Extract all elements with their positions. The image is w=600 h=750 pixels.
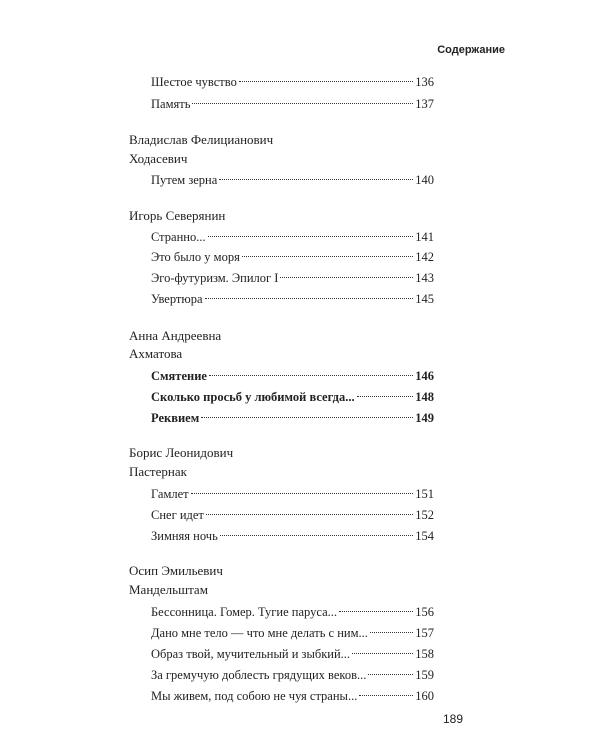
toc-leader-dots [192,103,413,104]
toc-entry [151,624,434,642]
author-name-line: Ходасевич [129,151,188,166]
toc-entry-title: Гамлет [151,487,189,501]
toc-leader-dots [209,375,413,376]
toc-entry [151,666,434,684]
toc-leader-dots [370,632,413,633]
toc-entry-page: 141 [415,230,434,244]
page-number: 189 [443,712,464,726]
toc-entry-page: 157 [415,626,434,640]
toc-entry-page: 156 [415,605,434,619]
toc-leader-dots [220,535,413,536]
toc-entry [151,171,434,189]
toc-leader-dots [201,417,413,418]
toc-entry-title: Путем зерна [151,173,218,187]
toc-entry-title: Память [151,97,191,111]
author-name-line: Борис Леонидович [129,445,234,460]
author-name-line: Владислав Фелицианович [129,132,274,147]
toc-leader-dots [205,298,414,299]
author-name-line: Игорь Северянин [129,208,226,223]
toc-entry-title: Это было у моря [151,250,240,264]
toc-entry-page: 145 [415,292,434,306]
toc-entry-page: 158 [415,647,434,661]
toc-leader-dots [242,256,413,257]
toc-leader-dots [357,396,414,397]
toc-entry [151,687,434,705]
author-name-line: Пастернак [129,464,187,479]
toc-leader-dots [280,277,413,278]
toc-entry-title: Эго-футуризм. Эпилог I [151,271,279,285]
toc-entry-title: Реквием [151,411,200,425]
toc-entry-title: Снег идет [151,508,204,522]
toc-entry [151,73,434,91]
toc-entry [151,506,434,524]
toc-entry-title: Странно... [151,230,206,244]
toc-entry-title: Увертюра [151,292,203,306]
toc-entry [151,485,434,503]
running-header: Содержание [437,44,505,56]
toc-leader-dots [368,674,413,675]
toc-entry [151,367,434,385]
toc-entry-page: 140 [415,173,434,187]
toc-entry [151,290,434,308]
toc-entry-page: 160 [415,689,434,703]
toc-entry-page: 137 [415,97,434,111]
toc-entry-page: 146 [415,369,434,383]
toc-entry [151,248,434,266]
toc-entry-page: 142 [415,250,434,264]
toc-leader-dots [339,611,413,612]
toc-leader-dots [359,695,413,696]
toc-entry [151,645,434,663]
toc-entry [151,527,434,545]
toc-entry-page: 143 [415,271,434,285]
toc-entry-page: 154 [415,529,434,543]
toc-entry-title: Дано мне тело — что мне делать с ним... [151,626,368,640]
author-name-line: Осип Эмильевич [129,563,223,578]
author-name-line: Мандельштам [129,582,208,597]
toc-entry-page: 152 [415,508,434,522]
toc-leader-dots [206,514,413,515]
toc-entry-title: Шестое чувство [151,75,237,89]
toc-entry [151,269,434,287]
toc-entry-title: Зимняя ночь [151,529,218,543]
toc-entry-page: 151 [415,487,434,501]
author-name-line: Анна Андреевна [129,328,222,343]
toc-entry-page: 148 [415,390,434,404]
toc-entry [151,388,434,406]
toc-entry-page: 159 [415,668,434,682]
toc-leader-dots [208,236,414,237]
toc-entry-page: 136 [415,75,434,89]
toc-entry-title: Бессонница. Гомер. Тугие паруса... [151,605,337,619]
toc-entry-title: Сколько просьб у любимой всегда... [151,390,355,404]
toc-entry-title: Смятение [151,369,207,383]
toc-entry-page: 149 [415,411,434,425]
author-name-line: Ахматова [129,346,183,361]
toc-entry-title: Мы живем, под собою не чуя страны... [151,689,358,703]
toc-leader-dots [219,179,413,180]
toc-leader-dots [352,653,413,654]
toc-entry [151,409,434,427]
toc-entry-title: Образ твой, мучительный и зыбкий... [151,647,351,661]
toc-leader-dots [239,81,413,82]
toc-entry [151,603,434,621]
toc-entry [151,95,434,113]
toc-entry-title: За гремучую доблесть грядущих веков... [151,668,367,682]
toc-leader-dots [191,493,414,494]
toc-entry [151,228,434,246]
